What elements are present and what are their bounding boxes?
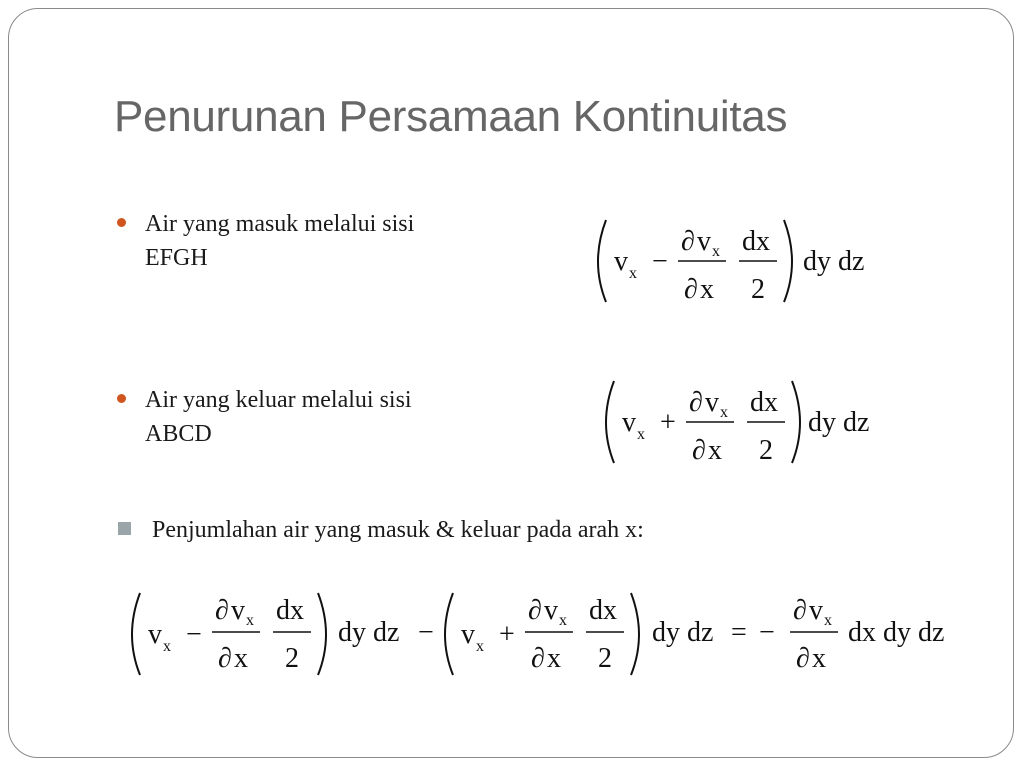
- paren-left: [606, 381, 614, 463]
- paren-right: [631, 593, 639, 675]
- eq-token: ∂: [531, 643, 545, 674]
- eq-token: dx: [742, 226, 770, 257]
- equation-outflow: [604, 377, 894, 469]
- eq-token: ∂: [692, 435, 706, 466]
- eq-token: ∂: [528, 595, 542, 626]
- paren-left: [445, 593, 453, 675]
- bullet-sum: [152, 513, 644, 547]
- eq-token: x: [246, 612, 254, 629]
- bullet-text: Air yang keluar melalui sisi: [145, 387, 412, 413]
- eq-token: x: [720, 404, 728, 421]
- eq-token: dy dz: [338, 617, 400, 648]
- eq-token: −: [759, 617, 775, 648]
- bullet-dot-icon: [117, 394, 126, 403]
- eq-token: dy dz: [808, 407, 870, 438]
- eq-token: 2: [285, 643, 299, 674]
- eq-token: v: [809, 595, 823, 626]
- eq-token: 2: [751, 274, 765, 305]
- eq-token: −: [652, 246, 668, 277]
- eq-token: v: [148, 619, 162, 650]
- eq-token: ∂: [689, 387, 703, 418]
- eq-token: x: [547, 643, 561, 674]
- eq-token: dy dz: [652, 617, 714, 648]
- eq-token: 2: [759, 435, 773, 466]
- eq-token: dx: [589, 595, 617, 626]
- eq-token: dy dz: [803, 246, 865, 277]
- eq-token: x: [234, 643, 248, 674]
- bullet-outflow: [145, 383, 412, 451]
- eq-token: x: [637, 426, 645, 443]
- eq-token: x: [824, 612, 832, 629]
- eq-token: ∂: [218, 643, 232, 674]
- eq-token: x: [712, 243, 720, 260]
- eq-token: 2: [598, 643, 612, 674]
- eq-token: ∂: [793, 595, 807, 626]
- slide-title: Penurunan Persamaan Kontinuitas: [114, 92, 788, 141]
- eq-token: x: [708, 435, 722, 466]
- paren-right: [784, 220, 792, 302]
- eq-token: dx dy dz: [848, 617, 945, 648]
- bullet-square-icon: [118, 522, 131, 535]
- paren-right: [792, 381, 800, 463]
- eq-token: =: [731, 617, 747, 648]
- eq-token: ∂: [796, 643, 810, 674]
- eq-token: v: [705, 387, 719, 418]
- paren-left: [598, 220, 606, 302]
- eq-token: v: [544, 595, 558, 626]
- eq-token: ∂: [684, 274, 698, 305]
- eq-token: v: [461, 619, 475, 650]
- bullet-text: EFGH: [145, 245, 208, 271]
- eq-token: dx: [276, 595, 304, 626]
- eq-token: x: [629, 265, 637, 282]
- eq-token: +: [660, 407, 676, 438]
- eq-token: x: [476, 638, 484, 655]
- bullet-dot-icon: [117, 218, 126, 227]
- eq-token: dx: [750, 387, 778, 418]
- paren-right: [318, 593, 326, 675]
- bullet-text: Penjumlahan air yang masuk & keluar pada arah x:: [152, 517, 644, 543]
- bullet-inflow: [145, 207, 414, 275]
- paren-left: [132, 593, 140, 675]
- eq-token: −: [186, 619, 202, 650]
- bullet-text: Air yang masuk melalui sisi: [145, 211, 415, 237]
- eq-token: v: [697, 226, 711, 257]
- eq-token: +: [499, 619, 515, 650]
- eq-token: x: [559, 612, 567, 629]
- bullet-text: ABCD: [145, 421, 212, 447]
- eq-token: x: [812, 643, 826, 674]
- eq-token: −: [418, 617, 434, 648]
- eq-token: v: [231, 595, 245, 626]
- eq-token: x: [700, 274, 714, 305]
- equation-sum: [130, 589, 970, 681]
- equation-inflow: [596, 216, 886, 308]
- eq-token: v: [622, 407, 636, 438]
- eq-token: ∂: [215, 595, 229, 626]
- eq-token: ∂: [681, 226, 695, 257]
- eq-token: x: [163, 638, 171, 655]
- eq-token: v: [614, 246, 628, 277]
